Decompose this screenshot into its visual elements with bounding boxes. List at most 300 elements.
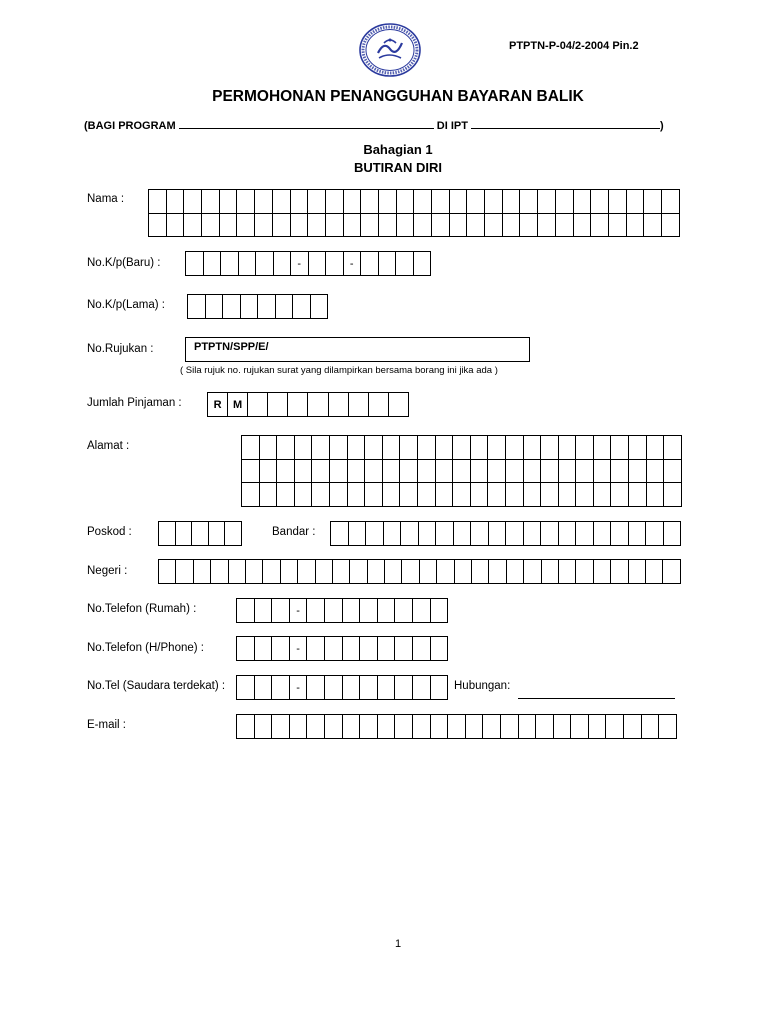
hubungan-line[interactable] — [518, 698, 675, 699]
input-cell[interactable] — [576, 483, 594, 507]
input-cell[interactable] — [255, 637, 273, 661]
input-cell[interactable] — [255, 715, 273, 739]
input-cell[interactable] — [360, 676, 378, 700]
input-cell[interactable] — [159, 560, 176, 584]
input-cell[interactable] — [574, 190, 592, 214]
input-cell[interactable] — [383, 436, 401, 460]
input-cell[interactable] — [418, 483, 436, 507]
input-cell[interactable] — [383, 483, 401, 507]
input-cell[interactable] — [419, 522, 437, 546]
input-cell[interactable] — [594, 522, 612, 546]
input-cell[interactable] — [431, 637, 449, 661]
input-cell[interactable] — [420, 560, 437, 584]
input-cell[interactable] — [488, 460, 506, 484]
input-cell[interactable] — [647, 483, 665, 507]
poskod-grid[interactable] — [158, 521, 242, 546]
input-cell[interactable] — [418, 436, 436, 460]
input-cell[interactable] — [503, 190, 521, 214]
input-cell[interactable] — [414, 190, 432, 214]
pinjaman-cell[interactable] — [268, 393, 288, 417]
input-cell[interactable] — [431, 599, 449, 623]
input-cell[interactable] — [167, 214, 185, 238]
input-cell[interactable] — [192, 522, 209, 546]
input-cell[interactable] — [591, 214, 609, 238]
input-cell[interactable] — [450, 214, 468, 238]
pinjaman-label: Jumlah Pinjaman : — [87, 397, 182, 409]
input-cell[interactable] — [330, 436, 348, 460]
input-cell[interactable] — [385, 560, 402, 584]
input-cell[interactable] — [524, 560, 541, 584]
input-cell[interactable] — [239, 252, 257, 276]
input-cell[interactable] — [366, 522, 384, 546]
input-cell[interactable] — [237, 599, 255, 623]
pinjaman-cell[interactable] — [308, 393, 328, 417]
input-cell[interactable] — [400, 483, 418, 507]
input-cell[interactable] — [221, 252, 239, 276]
input-cell[interactable] — [167, 190, 185, 214]
input-cell[interactable] — [290, 715, 308, 739]
input-cell[interactable] — [519, 715, 537, 739]
input-cell[interactable] — [272, 637, 290, 661]
email-grid[interactable] — [236, 714, 677, 739]
page-number: 1 — [395, 938, 402, 950]
input-cell[interactable] — [223, 295, 241, 319]
input-cell[interactable] — [507, 560, 524, 584]
input-cell[interactable] — [260, 436, 278, 460]
input-cell[interactable] — [400, 436, 418, 460]
input-cell[interactable] — [647, 460, 665, 484]
input-cell[interactable] — [471, 522, 489, 546]
input-cell[interactable] — [255, 190, 273, 214]
pinjaman-cell[interactable] — [369, 393, 389, 417]
input-cell[interactable] — [624, 715, 642, 739]
input-cell[interactable] — [184, 190, 202, 214]
input-cell[interactable] — [379, 190, 397, 214]
input-cell[interactable] — [312, 460, 330, 484]
input-cell[interactable] — [611, 483, 629, 507]
input-cell[interactable] — [627, 214, 645, 238]
input-cell[interactable] — [242, 483, 260, 507]
input-cell[interactable] — [663, 560, 680, 584]
input-cell[interactable] — [176, 560, 193, 584]
input-cell[interactable] — [472, 560, 489, 584]
input-cell[interactable] — [237, 715, 255, 739]
tel-rumah-grid[interactable] — [236, 598, 448, 623]
input-cell[interactable] — [378, 637, 396, 661]
pinjaman-cell[interactable] — [389, 393, 409, 417]
input-cell[interactable] — [220, 214, 238, 238]
input-cell[interactable] — [379, 214, 397, 238]
input-cell[interactable] — [489, 560, 506, 584]
input-cell[interactable] — [664, 460, 682, 484]
input-cell[interactable] — [272, 599, 290, 623]
input-cell[interactable] — [291, 214, 309, 238]
input-cell[interactable] — [384, 522, 402, 546]
input-cell[interactable] — [344, 214, 362, 238]
input-cell[interactable] — [258, 295, 276, 319]
input-cell[interactable] — [348, 436, 366, 460]
input-cell[interactable] — [343, 715, 361, 739]
input-cell[interactable] — [629, 560, 646, 584]
input-cell[interactable] — [397, 214, 415, 238]
input-cell[interactable] — [295, 436, 313, 460]
input-cell[interactable] — [276, 295, 294, 319]
input-cell[interactable] — [176, 522, 193, 546]
input-cell[interactable] — [149, 214, 167, 238]
input-cell[interactable] — [436, 460, 454, 484]
input-cell[interactable] — [485, 190, 503, 214]
input-cell[interactable] — [503, 214, 521, 238]
input-cell[interactable] — [242, 460, 260, 484]
input-cell[interactable] — [326, 190, 344, 214]
input-cell[interactable] — [298, 560, 315, 584]
input-cell[interactable] — [659, 715, 677, 739]
input-cell[interactable] — [256, 252, 274, 276]
input-cell[interactable] — [506, 522, 524, 546]
input-cell[interactable] — [368, 560, 385, 584]
input-cell[interactable] — [556, 190, 574, 214]
input-cell[interactable] — [402, 560, 419, 584]
pinjaman-cell[interactable] — [329, 393, 349, 417]
pinjaman-cell[interactable] — [248, 393, 268, 417]
input-cell[interactable] — [576, 460, 594, 484]
input-cell[interactable] — [255, 599, 273, 623]
input-cell[interactable] — [277, 483, 295, 507]
input-cell[interactable] — [295, 483, 313, 507]
input-cell[interactable] — [559, 460, 577, 484]
input-cell[interactable] — [277, 460, 295, 484]
input-cell[interactable] — [559, 436, 577, 460]
input-cell[interactable] — [536, 715, 554, 739]
input-cell[interactable] — [395, 676, 413, 700]
input-cell[interactable] — [255, 214, 273, 238]
input-cell[interactable] — [453, 483, 471, 507]
input-cell[interactable] — [255, 676, 273, 700]
input-cell[interactable] — [149, 190, 167, 214]
input-cell[interactable] — [437, 560, 454, 584]
input-cell[interactable] — [274, 252, 292, 276]
input-cell[interactable] — [241, 295, 259, 319]
nama-grid[interactable] — [148, 189, 680, 237]
input-cell[interactable] — [576, 436, 594, 460]
input-cell[interactable] — [400, 460, 418, 484]
input-cell[interactable] — [325, 676, 343, 700]
input-cell[interactable] — [260, 483, 278, 507]
input-cell[interactable] — [559, 522, 577, 546]
input-cell[interactable] — [343, 599, 361, 623]
input-cell[interactable] — [272, 715, 290, 739]
input-cell[interactable] — [159, 522, 176, 546]
input-cell[interactable] — [436, 522, 454, 546]
input-cell[interactable] — [541, 436, 559, 460]
input-cell[interactable] — [209, 522, 226, 546]
section-part: Bahagian 1 — [363, 142, 433, 157]
input-cell[interactable] — [664, 436, 682, 460]
input-cell[interactable] — [365, 460, 383, 484]
input-cell[interactable] — [611, 560, 628, 584]
input-cell[interactable] — [330, 460, 348, 484]
input-cell[interactable] — [506, 460, 524, 484]
input-cell[interactable] — [414, 252, 432, 276]
input-cell[interactable] — [594, 483, 612, 507]
input-cell[interactable] — [431, 715, 449, 739]
input-cell[interactable] — [571, 715, 589, 739]
input-cell[interactable] — [647, 436, 665, 460]
input-cell[interactable] — [471, 483, 489, 507]
input-cell[interactable] — [629, 522, 647, 546]
ipt-name-line[interactable] — [471, 118, 660, 129]
input-cell[interactable] — [485, 214, 503, 238]
input-cell[interactable] — [413, 637, 431, 661]
input-cell[interactable] — [348, 483, 366, 507]
input-cell[interactable] — [506, 483, 524, 507]
input-cell[interactable] — [576, 522, 594, 546]
input-cell[interactable] — [413, 599, 431, 623]
input-cell[interactable] — [541, 460, 559, 484]
input-cell[interactable] — [436, 436, 454, 460]
input-cell[interactable] — [325, 637, 343, 661]
input-cell[interactable] — [629, 483, 647, 507]
input-cell[interactable] — [281, 560, 298, 584]
input-cell[interactable] — [396, 252, 414, 276]
input-cell[interactable] — [576, 560, 593, 584]
input-cell[interactable] — [229, 560, 246, 584]
input-cell[interactable] — [606, 715, 624, 739]
input-cell[interactable] — [194, 560, 211, 584]
input-cell[interactable] — [225, 522, 242, 546]
input-cell[interactable] — [237, 637, 255, 661]
input-cell[interactable] — [237, 214, 255, 238]
input-cell[interactable] — [311, 295, 329, 319]
input-cell[interactable] — [556, 214, 574, 238]
input-cell[interactable] — [202, 190, 220, 214]
input-cell[interactable] — [538, 214, 556, 238]
input-cell[interactable] — [413, 715, 431, 739]
input-cell[interactable] — [589, 715, 607, 739]
input-cell[interactable] — [348, 460, 366, 484]
input-cell[interactable] — [349, 522, 367, 546]
input-cell[interactable] — [664, 483, 682, 507]
input-cell[interactable] — [471, 436, 489, 460]
input-cell[interactable] — [467, 214, 485, 238]
ic-old-grid[interactable] — [187, 294, 328, 319]
input-cell[interactable] — [246, 560, 263, 584]
input-cell[interactable] — [395, 599, 413, 623]
pinjaman-cell[interactable] — [349, 393, 369, 417]
input-cell[interactable] — [293, 295, 311, 319]
input-cell[interactable] — [263, 560, 280, 584]
input-cell[interactable] — [184, 214, 202, 238]
input-cell[interactable] — [453, 436, 471, 460]
input-cell[interactable] — [333, 560, 350, 584]
input-cell[interactable] — [594, 436, 612, 460]
input-cell[interactable] — [489, 522, 507, 546]
input-cell[interactable] — [454, 522, 472, 546]
currency-r: R — [208, 393, 228, 417]
input-cell[interactable] — [664, 522, 682, 546]
input-cell[interactable] — [307, 637, 325, 661]
input-cell[interactable] — [541, 483, 559, 507]
input-cell[interactable] — [541, 522, 559, 546]
input-cell[interactable] — [312, 483, 330, 507]
input-cell[interactable] — [277, 436, 295, 460]
input-cell[interactable] — [395, 637, 413, 661]
input-cell[interactable] — [186, 252, 204, 276]
input-cell[interactable] — [436, 483, 454, 507]
input-cell[interactable] — [594, 460, 612, 484]
input-cell[interactable] — [488, 483, 506, 507]
input-cell[interactable] — [450, 190, 468, 214]
input-cell[interactable] — [307, 599, 325, 623]
pinjaman-cell[interactable] — [288, 393, 308, 417]
input-cell[interactable] — [431, 676, 449, 700]
input-cell[interactable] — [432, 214, 450, 238]
input-cell[interactable] — [524, 483, 542, 507]
negeri-grid[interactable] — [158, 559, 681, 584]
input-cell[interactable] — [309, 252, 327, 276]
input-cell[interactable] — [308, 214, 326, 238]
input-cell[interactable] — [397, 190, 415, 214]
input-cell[interactable] — [343, 637, 361, 661]
input-cell[interactable] — [360, 637, 378, 661]
input-cell[interactable] — [188, 295, 206, 319]
input-cell[interactable] — [520, 190, 538, 214]
input-cell[interactable] — [316, 560, 333, 584]
input-cell[interactable] — [662, 190, 680, 214]
tel-saudara-grid[interactable] — [236, 675, 448, 700]
input-cell[interactable] — [611, 522, 629, 546]
input-cell[interactable] — [471, 460, 489, 484]
input-cell[interactable] — [242, 436, 260, 460]
hubungan-label: Hubungan: — [454, 680, 511, 692]
input-cell[interactable] — [466, 715, 484, 739]
input-cell[interactable] — [414, 214, 432, 238]
input-cell[interactable] — [488, 436, 506, 460]
input-cell[interactable] — [312, 436, 330, 460]
alamat-grid[interactable] — [241, 435, 682, 507]
input-cell[interactable] — [220, 190, 238, 214]
input-cell[interactable] — [378, 676, 396, 700]
input-cell[interactable] — [206, 295, 224, 319]
input-cell[interactable] — [360, 715, 378, 739]
input-cell[interactable] — [378, 715, 396, 739]
input-cell[interactable] — [237, 190, 255, 214]
input-cell[interactable] — [343, 676, 361, 700]
input-cell[interactable] — [395, 715, 413, 739]
input-cell[interactable] — [344, 190, 362, 214]
input-cell[interactable] — [383, 460, 401, 484]
input-cell[interactable] — [644, 214, 662, 238]
ic-old-label: No.K/p(Lama) : — [87, 299, 165, 311]
input-cell[interactable] — [418, 460, 436, 484]
input-cell[interactable] — [646, 560, 663, 584]
program-name-line[interactable] — [179, 118, 434, 129]
input-cell[interactable] — [272, 676, 290, 700]
input-cell[interactable] — [361, 190, 379, 214]
input-cell[interactable] — [467, 190, 485, 214]
input-cell[interactable] — [611, 460, 629, 484]
input-cell[interactable] — [609, 190, 627, 214]
input-cell[interactable] — [646, 522, 664, 546]
input-cell[interactable] — [559, 483, 577, 507]
input-cell[interactable] — [325, 715, 343, 739]
input-cell[interactable] — [542, 560, 559, 584]
input-cell[interactable] — [483, 715, 501, 739]
input-cell[interactable] — [204, 252, 222, 276]
input-cell[interactable] — [360, 599, 378, 623]
input-cell[interactable] — [378, 599, 396, 623]
pinjaman-grid[interactable] — [207, 392, 409, 417]
input-cell[interactable] — [326, 214, 344, 238]
input-cell[interactable] — [627, 190, 645, 214]
input-cell[interactable] — [325, 599, 343, 623]
input-cell[interactable] — [662, 214, 680, 238]
input-cell[interactable] — [501, 715, 519, 739]
input-cell[interactable] — [350, 560, 367, 584]
input-cell[interactable] — [524, 460, 542, 484]
input-cell[interactable] — [524, 436, 542, 460]
input-cell[interactable] — [237, 676, 255, 700]
tel-hp-label: No.Telefon (H/Phone) : — [87, 642, 204, 654]
input-cell[interactable] — [611, 436, 629, 460]
input-cell[interactable] — [644, 190, 662, 214]
ic-new-label: No.K/p(Baru) : — [87, 257, 161, 269]
input-cell[interactable] — [361, 214, 379, 238]
input-cell[interactable] — [260, 460, 278, 484]
input-cell[interactable] — [642, 715, 660, 739]
tel-hp-grid[interactable] — [236, 636, 448, 661]
input-cell[interactable] — [629, 436, 647, 460]
input-cell[interactable] — [629, 460, 647, 484]
input-cell[interactable] — [307, 676, 325, 700]
input-cell[interactable] — [331, 522, 349, 546]
input-cell[interactable] — [273, 190, 291, 214]
input-cell[interactable] — [591, 190, 609, 214]
input-cell[interactable] — [520, 214, 538, 238]
input-cell[interactable] — [307, 715, 325, 739]
input-cell[interactable] — [365, 483, 383, 507]
input-cell[interactable] — [455, 560, 472, 584]
input-cell[interactable] — [365, 436, 383, 460]
input-cell[interactable] — [609, 214, 627, 238]
input-cell[interactable] — [202, 214, 220, 238]
input-cell[interactable] — [554, 715, 572, 739]
input-cell[interactable] — [524, 522, 542, 546]
input-cell[interactable] — [506, 436, 524, 460]
ic-new-grid[interactable] — [185, 251, 431, 276]
input-cell[interactable] — [401, 522, 419, 546]
input-cell[interactable] — [559, 560, 576, 584]
input-cell[interactable] — [453, 460, 471, 484]
rujukan-field[interactable] — [185, 337, 530, 362]
input-cell[interactable] — [574, 214, 592, 238]
input-cell[interactable] — [295, 460, 313, 484]
input-cell[interactable] — [273, 214, 291, 238]
input-cell[interactable] — [308, 190, 326, 214]
input-cell[interactable] — [291, 190, 309, 214]
input-cell[interactable] — [538, 190, 556, 214]
input-cell[interactable] — [413, 676, 431, 700]
input-cell[interactable] — [432, 190, 450, 214]
input-cell[interactable] — [594, 560, 611, 584]
bandar-grid[interactable] — [330, 521, 681, 546]
input-cell[interactable] — [361, 252, 379, 276]
input-cell[interactable] — [211, 560, 228, 584]
input-cell[interactable] — [448, 715, 466, 739]
input-cell[interactable] — [330, 483, 348, 507]
input-cell[interactable] — [326, 252, 344, 276]
input-cell[interactable] — [379, 252, 397, 276]
